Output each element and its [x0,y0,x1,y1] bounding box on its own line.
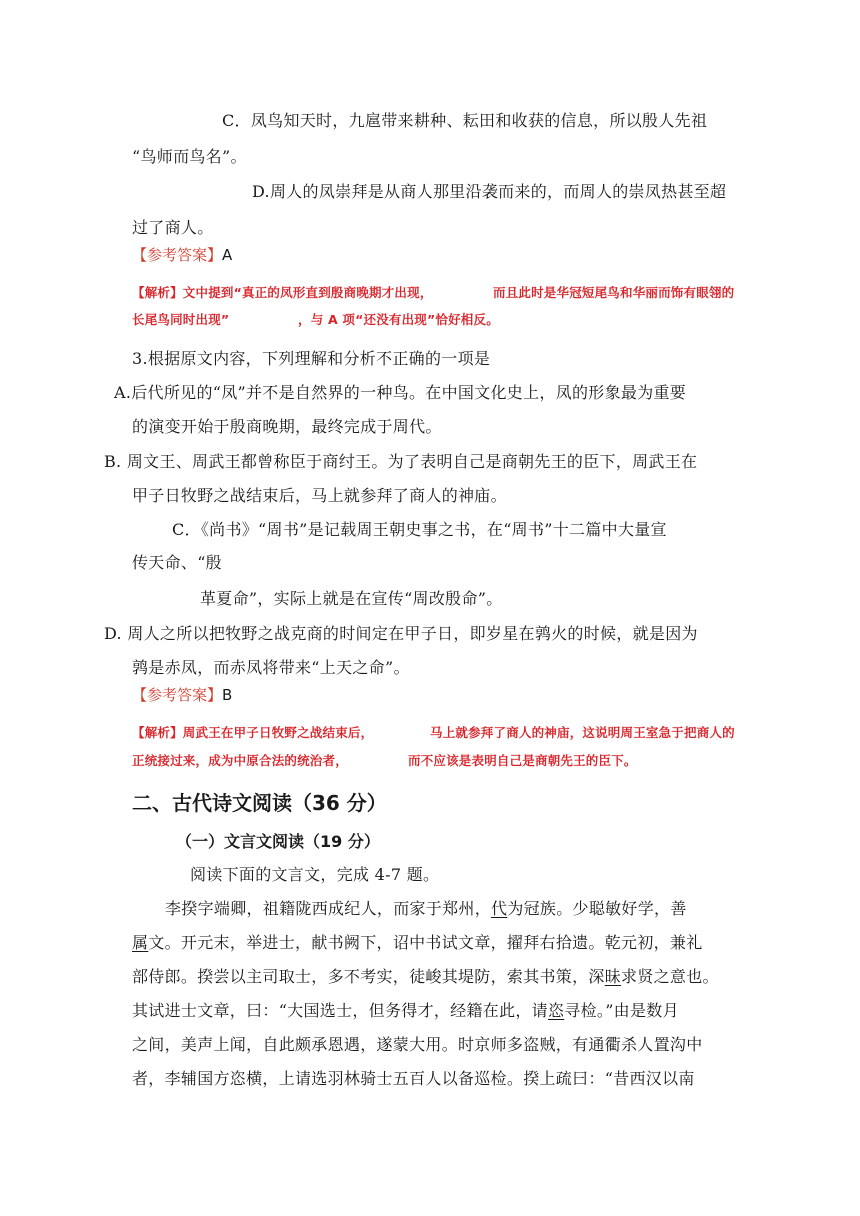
q2-answer [132,244,232,266]
q3-analysis-line1a: 【解析】周武王在甲子日牧野之战结束后， [132,725,374,740]
answer-value: B [222,686,233,704]
passage-line: 者，李辅国方恣横，上请选羽林骑士五百人以备巡检。揆上疏曰：“昔西汉以南 [132,1069,695,1088]
q3-option-a-line2: 的演变开始于殷商晚期，最终完成于周代。 [132,417,442,436]
q3-analysis-line2a: 正统接过来，成为中原合法的统治者， [132,753,348,768]
q2-analysis-line1a: 【解析】文中提到“真正的凤形直到殷商晚期才出现， [132,285,433,300]
passage-line: 部侍郎。揆尝以主司取士，多不考实，徒峻其堤防，索其书策，深昧求贤之意也。 [132,967,719,986]
q3-option-c-line1: C．《尚书》“周书”是记载周王朝史事之书，在“周书”十二篇中大量宣 [172,520,667,539]
q3-option-d-line2: 鹑是赤凤，而赤凤将带来“上天之命”。 [132,658,410,677]
answer-value: A [222,246,233,264]
q2-analysis-line2b: ，与 A 项“还没有出现”恰好相反。 [298,312,499,327]
q3-option-d-line1: D. 周人之所以把牧野之战克商的时间定在甲子日，即岁星在鹑火的时候，就是因为 [104,624,698,643]
q2-analysis-line1b: 而且此时是华冠短尾鸟和华丽而饰有眼翎的 [493,285,735,300]
q2-analysis-line2a: 长尾鸟同时出现” [132,312,230,327]
passage-line: 属文。开元末，举进士，献书阙下，诏中书试文章，擢拜右拾遗。乾元初，兼礼 [132,933,703,952]
q3-option-b-line2: 甲子日牧野之战结束后，马上就参拜了商人的神庙。 [132,486,507,505]
answer-label: 【参考答案】 [132,246,223,264]
q3-answer [132,684,232,706]
answer-label: 【参考答案】 [132,686,223,704]
passage-line: 之间，美声上闻，自此颇承恩遇，遂蒙大用。时京师多盗贼，有通衢杀人置沟中 [132,1035,703,1054]
q3-option-a-line1: A.后代所见的“凤”并不是自然界的一种鸟。在中国文化史上，凤的形象最为重要 [114,383,687,402]
q3-analysis-line1b: 马上就参拜了商人的神庙，这说明周王室急于把商人的 [430,725,735,740]
passage-instruction: 阅读下面的文言文，完成 4-7 题。 [190,865,440,884]
q3-option-c-line3: 革夏命”，实际上就是在宣传“周改殷命”。 [200,589,503,608]
q2-option-d-line2: 过了商人。 [132,218,214,237]
passage-line: 其试进士文章，曰：“大国选士，但务得才，经籍在此，请恣寻检。”由是数月 [132,1001,679,1020]
q2-option-d-line1: D.周人的凤崇拜是从商人那里沿袭而来的，而周人的崇凤热甚至超 [252,182,727,201]
q3-option-c-line2: 传天命、“殷 [132,553,222,572]
q2-option-c-line1: C．凤鸟知天时，九扈带来耕种、耘田和收获的信息，所以殷人先祖 [222,111,708,130]
section-title: 二、古代诗文阅读（36 分） [132,791,387,815]
q3-stem: 3.根据原文内容，下列理解和分析不正确的一项是 [132,349,491,368]
q2-option-c-line2: “鸟师而鸟名”。 [132,147,247,166]
q3-analysis-line2b: 而不应该是表明自己是商朝先王的臣下。 [408,753,637,768]
passage-line: 李揆字端卿，祖籍陇西成纪人，而家于郑州，代为冠族。少聪敏好学，善 [165,899,687,918]
sub-section-title: （一）文言文阅读（19 分） [176,832,380,851]
q3-option-b-line1: B. 周文王、周武王都曾称臣于商纣王。为了表明自己是商朝先王的臣下，周武王在 [104,452,698,471]
